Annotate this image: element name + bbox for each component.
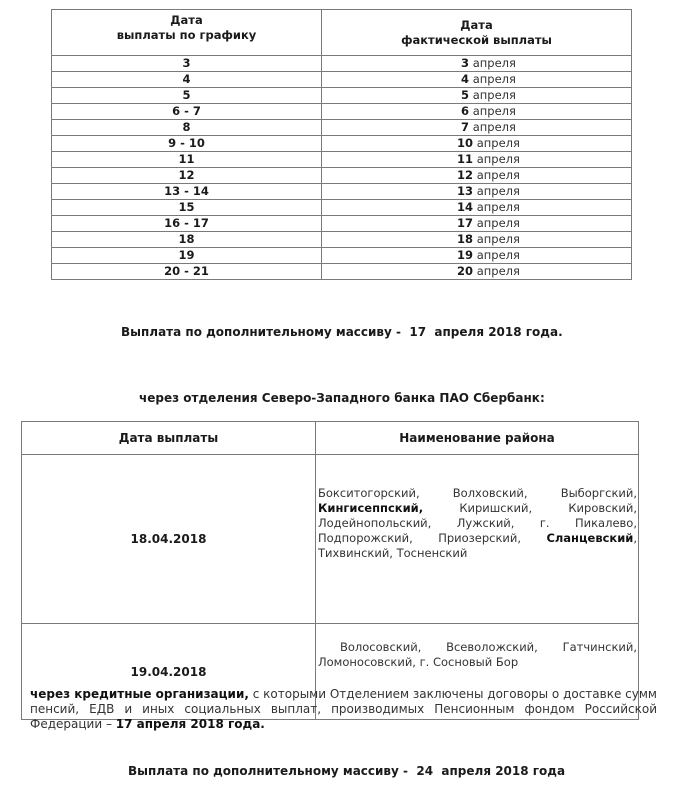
actual-date-cell bbox=[322, 248, 632, 264]
actual-day: 12 bbox=[457, 168, 474, 182]
sberbank-heading: через отделения Северо-Западного банка ПАО Сбербанк: bbox=[139, 391, 545, 405]
district-name: Волховский, bbox=[452, 486, 528, 500]
header-actual-line2: фактической выплаты bbox=[401, 33, 552, 47]
table-row bbox=[52, 72, 632, 88]
actual-day: 10 bbox=[457, 136, 474, 150]
actual-month: апреля bbox=[472, 120, 516, 134]
district-name: Бокситогорский, bbox=[318, 486, 420, 500]
table-row bbox=[52, 152, 632, 168]
actual-date-cell bbox=[322, 136, 632, 152]
actual-month: апреля bbox=[476, 248, 520, 262]
table-row bbox=[52, 120, 632, 136]
payment-date: 18.04.2018 bbox=[22, 455, 316, 624]
actual-day: 17 bbox=[457, 216, 474, 230]
scheduled-date-cell: 15 bbox=[52, 200, 322, 216]
district-name: Приозерский, bbox=[438, 531, 522, 545]
scheduled-date-cell: 6 - 7 bbox=[52, 104, 322, 120]
actual-date-cell bbox=[322, 120, 632, 136]
district-name: Лужский, bbox=[456, 516, 515, 530]
actual-month: апреля bbox=[472, 88, 516, 102]
actual-day: 14 bbox=[457, 200, 474, 214]
credit-organizations-paragraph bbox=[30, 687, 657, 732]
table-row bbox=[52, 248, 632, 264]
additional-payment-note-1: Выплата по дополнительному массиву - 17 апреля 2018 года. bbox=[121, 325, 563, 339]
actual-month: апреля bbox=[472, 56, 516, 70]
actual-date-cell bbox=[322, 232, 632, 248]
scheduled-date-cell: 19 bbox=[52, 248, 322, 264]
district-list bbox=[316, 455, 639, 624]
actual-day: 11 bbox=[457, 152, 474, 166]
actual-month: апреля bbox=[476, 216, 520, 230]
table-row bbox=[52, 216, 632, 232]
district-name: Кингисеппский, bbox=[318, 501, 424, 515]
district-name: Выборгский, bbox=[560, 486, 637, 500]
actual-date-cell bbox=[322, 200, 632, 216]
district-name: Сланцевский bbox=[546, 531, 634, 545]
actual-month: апреля bbox=[476, 184, 520, 198]
actual-day: 4 bbox=[461, 72, 470, 86]
scheduled-date-cell: 20 - 21 bbox=[52, 264, 322, 280]
district-name: Киришский, bbox=[459, 501, 533, 515]
district-name: , bbox=[633, 531, 638, 545]
scheduled-date-cell: 5 bbox=[52, 88, 322, 104]
table-row bbox=[52, 200, 632, 216]
scheduled-date-cell: 4 bbox=[52, 72, 322, 88]
scheduled-date-cell: 11 bbox=[52, 152, 322, 168]
schedule-header-row bbox=[52, 10, 632, 56]
table-row bbox=[52, 136, 632, 152]
district-name: Лодейнопольский, bbox=[318, 516, 432, 530]
header-actual-date bbox=[322, 10, 632, 56]
actual-month: апреля bbox=[476, 232, 520, 246]
district-name: Подпорожский, bbox=[318, 531, 413, 545]
actual-date-cell bbox=[322, 264, 632, 280]
district-list-text: Волосовский, Всеволожский, Гатчинский, Ломоносовский, г. Сосновый Бор bbox=[318, 640, 637, 669]
actual-day: 6 bbox=[461, 104, 470, 118]
actual-date-cell bbox=[322, 88, 632, 104]
actual-day: 5 bbox=[461, 88, 470, 102]
credit-orgs-date: 17 апреля 2018 года. bbox=[115, 717, 265, 731]
scheduled-date-cell: 12 bbox=[52, 168, 322, 184]
credit-orgs-lead: через кредитные организации, bbox=[30, 687, 249, 701]
actual-date-cell bbox=[322, 72, 632, 88]
district-name: г. Пикалево, bbox=[539, 516, 637, 530]
table-row bbox=[52, 56, 632, 72]
table-row bbox=[22, 455, 639, 624]
header-scheduled-line1: Дата bbox=[170, 13, 203, 27]
actual-day: 7 bbox=[461, 120, 470, 134]
header-payment-date: Дата выплаты bbox=[22, 422, 316, 455]
actual-month: апреля bbox=[476, 264, 520, 278]
actual-month: апреля bbox=[476, 152, 520, 166]
payment-schedule-table bbox=[51, 9, 632, 280]
district-name: Тосненский bbox=[396, 546, 468, 560]
header-scheduled-line2: выплаты по графику bbox=[116, 28, 257, 42]
actual-date-cell bbox=[322, 152, 632, 168]
header-actual-line1: Дата bbox=[460, 18, 493, 32]
actual-month: апреля bbox=[472, 104, 516, 118]
actual-month: апреля bbox=[476, 200, 520, 214]
district-header-row bbox=[22, 422, 639, 455]
actual-date-cell bbox=[322, 104, 632, 120]
actual-month: апреля bbox=[472, 72, 516, 86]
table-row bbox=[52, 88, 632, 104]
header-district-name: Наименование района bbox=[316, 422, 639, 455]
table-row bbox=[52, 104, 632, 120]
actual-month: апреля bbox=[476, 136, 520, 150]
schedule-body bbox=[52, 56, 632, 280]
actual-day: 20 bbox=[457, 264, 474, 278]
actual-day: 3 bbox=[461, 56, 470, 70]
actual-date-cell bbox=[322, 56, 632, 72]
actual-day: 13 bbox=[457, 184, 474, 198]
scheduled-date-cell: 3 bbox=[52, 56, 322, 72]
actual-date-cell bbox=[322, 168, 632, 184]
scheduled-date-cell: 13 - 14 bbox=[52, 184, 322, 200]
table-row bbox=[52, 232, 632, 248]
actual-day: 18 bbox=[457, 232, 474, 246]
scheduled-date-cell: 18 bbox=[52, 232, 322, 248]
district-name: Тихвинский, bbox=[318, 546, 393, 560]
actual-day: 19 bbox=[457, 248, 474, 262]
actual-date-cell bbox=[322, 216, 632, 232]
scheduled-date-cell: 8 bbox=[52, 120, 322, 136]
district-payment-table bbox=[21, 421, 639, 720]
additional-payment-note-2: Выплата по дополнительному массиву - 24 апреля 2018 года bbox=[128, 764, 566, 778]
table-row bbox=[52, 184, 632, 200]
district-name: Кировский, bbox=[568, 501, 637, 515]
actual-month: апреля bbox=[476, 168, 520, 182]
table-row bbox=[52, 264, 632, 280]
table-row bbox=[52, 168, 632, 184]
scheduled-date-cell: 9 - 10 bbox=[52, 136, 322, 152]
credit-orgs-body: с которыми Отделением заключены договоры о доставке сумм пенсий, ЕДВ и иных социальных выплат, производимых Пенсионным фондом Российской Федерации – bbox=[30, 687, 657, 731]
actual-date-cell bbox=[322, 184, 632, 200]
header-scheduled-date bbox=[52, 10, 322, 56]
payment-date: 19.04.2018 bbox=[22, 624, 316, 720]
scheduled-date-cell: 16 - 17 bbox=[52, 216, 322, 232]
